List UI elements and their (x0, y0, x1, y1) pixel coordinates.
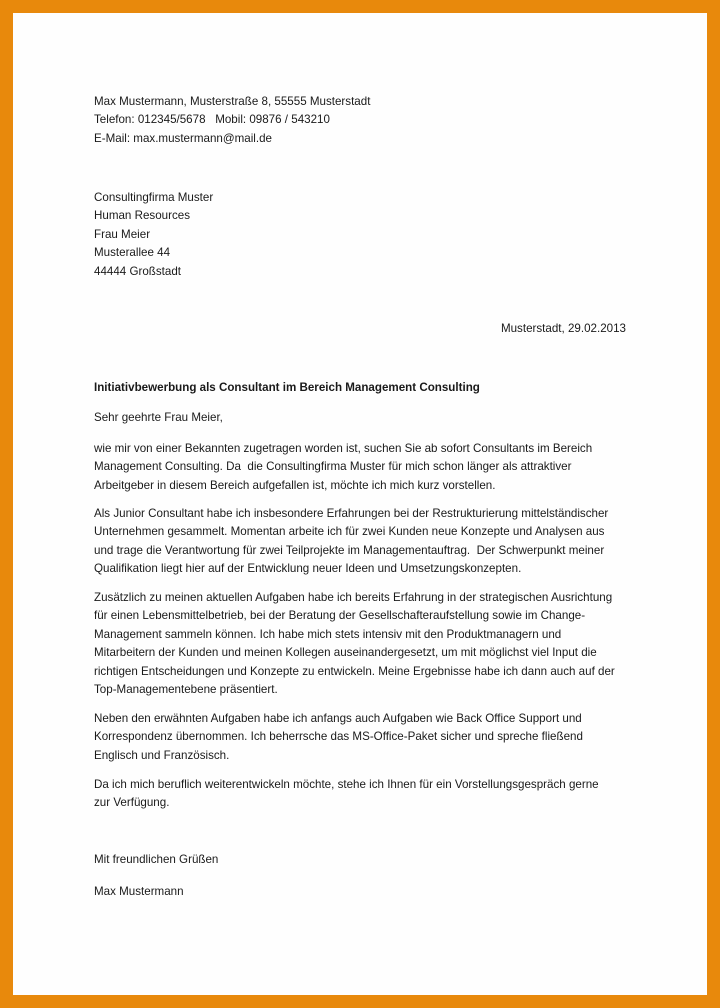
recipient-street: Musterallee 44 (94, 246, 171, 260)
recipient-department: Human Resources (94, 209, 191, 223)
paragraph-line: Arbeitgeber in diesem Bereich aufgefallen ist, möchte ich mich kurz vorstellen. (94, 478, 496, 492)
letter-page (13, 13, 707, 995)
sender-email: E-Mail: max.mustermann@mail.de (94, 131, 272, 145)
paragraph-4 (94, 710, 583, 765)
paragraph-line: Management sammeln können. Ich habe mich stets intensiv mit den Produktmanagern und (94, 627, 562, 641)
paragraph-line: Als Junior Consultant habe ich insbesondere Erfahrungen bei der Restrukturierung mittelständischer (94, 507, 609, 520)
salutation: Sehr geehrte Frau Meier, (94, 411, 223, 424)
recipient-block (94, 189, 213, 281)
sender-block (94, 93, 370, 148)
recipient-city: 44444 Großstadt (94, 264, 182, 278)
paragraph-line: Qualifikation liegt hier auf der Entwicklung neuer Ideen und Umsetzungskonzepten. (94, 562, 522, 576)
paragraph-line: und trage die Verantwortung für zwei Teilprojekte im Managementauftrag. Der Schwerpunkt meiner (94, 543, 605, 557)
paragraph-line: Korrespondenz übernommen. Ich beherrsche das MS-Office-Paket sicher und spreche fließend (94, 730, 583, 744)
paragraph-line: Neben den erwähnten Aufgaben habe ich anfangs auch Aufgaben wie Back Office Support und (94, 712, 582, 725)
sender-name-address: Max Mustermann, Musterstraße 8, 55555 Musterstadt (94, 95, 371, 108)
paragraph-line: wie mir von einer Bekannten zugetragen worden ist, suchen Sie ab sofort Consultants im Bereich (94, 442, 593, 455)
paragraph-3 (94, 589, 615, 699)
closing: Mit freundlichen Grüßen (94, 853, 219, 866)
recipient-contact: Frau Meier (94, 227, 151, 241)
letter-date: Musterstadt, 29.02.2013 (500, 322, 626, 335)
subject-line: Initiativbewerbung als Consultant im Bereich Management Consulting (94, 381, 480, 394)
sender-phone: Telefon: 012345/5678 Mobil: 09876 / 543210 (94, 113, 330, 127)
paragraph-line: richtigen Entscheidungen und Konzepte zu entwickeln. Meine Ergebnisse habe ich dann auch auf der (94, 664, 615, 678)
paragraph-1 (94, 440, 592, 495)
paragraph-line: zur Verfügung. (94, 796, 170, 810)
paragraph-line: Top-Managementebene präsentiert. (94, 683, 278, 697)
paragraph-line: Management Consulting. Da die Consultingfirma Muster für mich schon länger als attraktiver (94, 460, 572, 474)
paragraph-line: Zusätzlich zu meinen aktuellen Aufgaben habe ich bereits Erfahrung in der strategischen Ausrichtung (94, 591, 613, 604)
signature-name: Max Mustermann (94, 885, 184, 898)
paragraph-2 (94, 505, 608, 579)
paragraph-5 (94, 776, 599, 813)
paragraph-line: Englisch und Französisch. (94, 748, 230, 762)
paragraph-line: für einen Lebensmittelbetrieb, bei der Beratung der Gesellschafteraufstellung sowie im Change- (94, 609, 586, 623)
paragraph-line: Unternehmen gesammelt. Momentan arbeite ich für zwei Kunden neue Konzepte und Analysen aus (94, 525, 605, 539)
paragraph-line: Mitarbeitern der Kunden und meinen Kollegen auseinandergesetzt, um mit möglichst viel Input die (94, 646, 597, 660)
paragraph-line: Da ich mich beruflich weiterentwickeln möchte, stehe ich Ihnen für ein Vorstellungsgespräch gerne (94, 778, 599, 791)
recipient-company: Consultingfirma Muster (94, 191, 214, 204)
